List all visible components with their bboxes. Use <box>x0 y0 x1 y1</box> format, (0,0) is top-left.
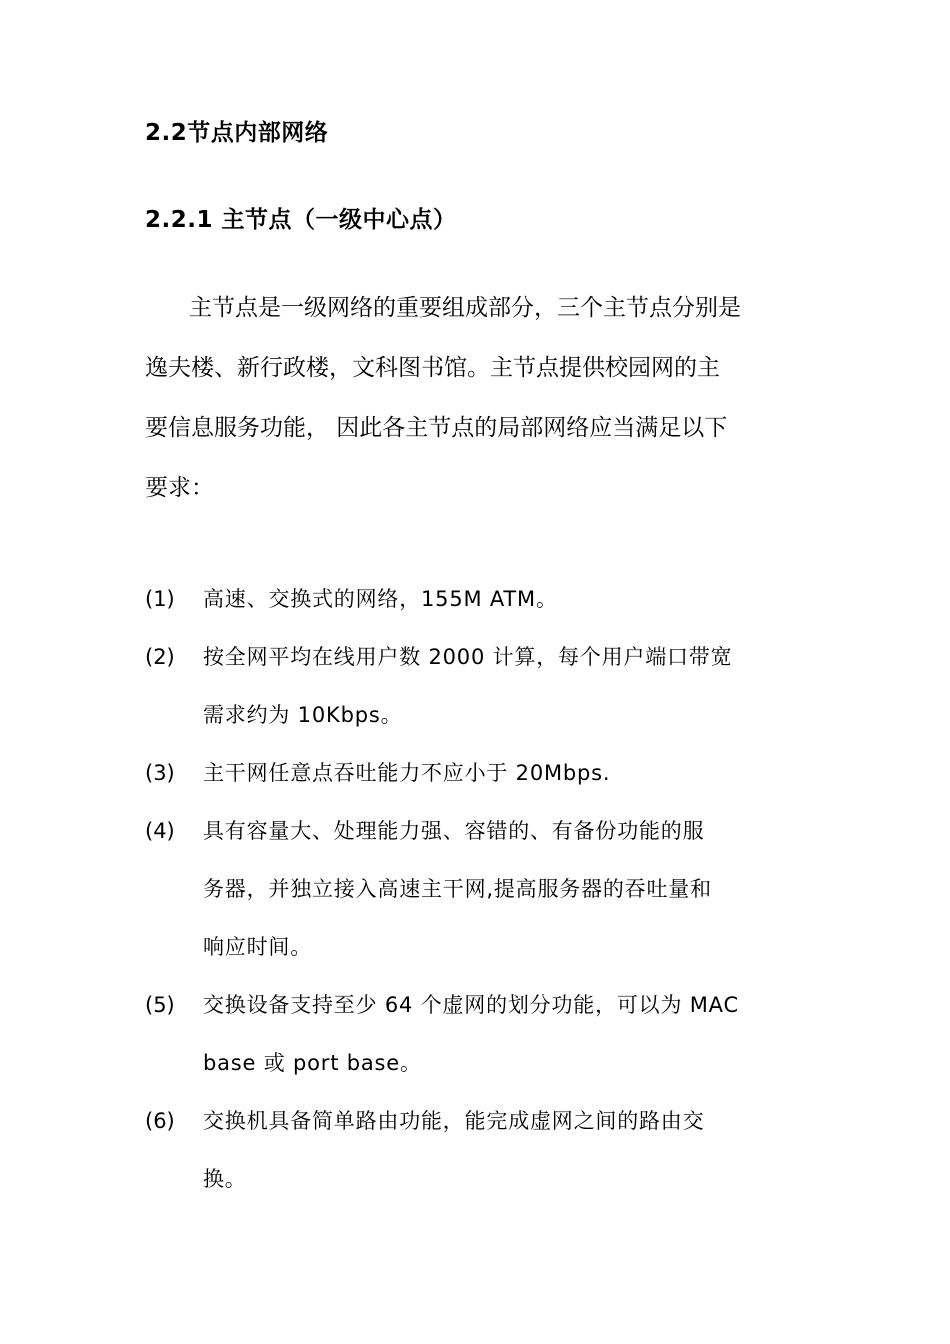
requirements-list <box>145 570 825 1208</box>
list-item-text: 响应时间。 <box>203 935 312 959</box>
list-item-number: (5) <box>145 993 175 1017</box>
list-item-text: 主干网任意点吞吐能力不应小于 20Mbps. <box>203 761 611 785</box>
list-item <box>145 628 825 744</box>
intro-line: 逸夫楼、新行政楼，文科图书馆。主节点提供校园网的主 <box>145 355 720 381</box>
list-item-text: 具有容量大、处理能力强、容错的、有备份功能的服 <box>203 819 705 843</box>
list-item <box>145 802 825 976</box>
list-item-text: 高速、交换式的网络，155M ATM。 <box>203 587 558 611</box>
list-item-text: 需求约为 10Kbps。 <box>203 703 403 727</box>
intro-paragraph <box>145 278 815 518</box>
intro-line: 要求： <box>145 475 214 501</box>
list-item-number: (6) <box>145 1109 175 1133</box>
list-item-text: base 或 port base。 <box>203 1051 422 1075</box>
list-item-text: 交换机具备简单路由功能，能完成虚网之间的路由交 <box>203 1109 705 1133</box>
list-item-text: 按全网平均在线用户数 2000 计算，每个用户端口带宽 <box>203 645 733 669</box>
list-item-number: (1) <box>145 587 175 611</box>
subsection-heading: 2.2.1 主节点（一级中心点） <box>145 207 457 233</box>
section-heading: 2.2节点内部网络 <box>145 120 329 146</box>
list-item-number: (2) <box>145 645 175 669</box>
list-item-number: (4) <box>145 819 175 843</box>
list-item-number: (3) <box>145 761 175 785</box>
list-item-text: 交换设备支持至少 64 个虚网的划分功能，可以为 MAC <box>203 993 739 1017</box>
list-item-text: 换。 <box>203 1167 247 1191</box>
intro-line: 主节点是一级网络的重要组成部分，三个主节点分别是 <box>189 295 741 321</box>
list-item <box>145 1092 825 1208</box>
list-item <box>145 570 825 628</box>
intro-line: 要信息服务功能， 因此各主节点的局部网络应当满足以下 <box>145 415 728 441</box>
list-item <box>145 976 825 1092</box>
list-item-text: 务器，并独立接入高速主干网,提高服务器的吞吐量和 <box>203 877 712 901</box>
list-item <box>145 744 825 802</box>
